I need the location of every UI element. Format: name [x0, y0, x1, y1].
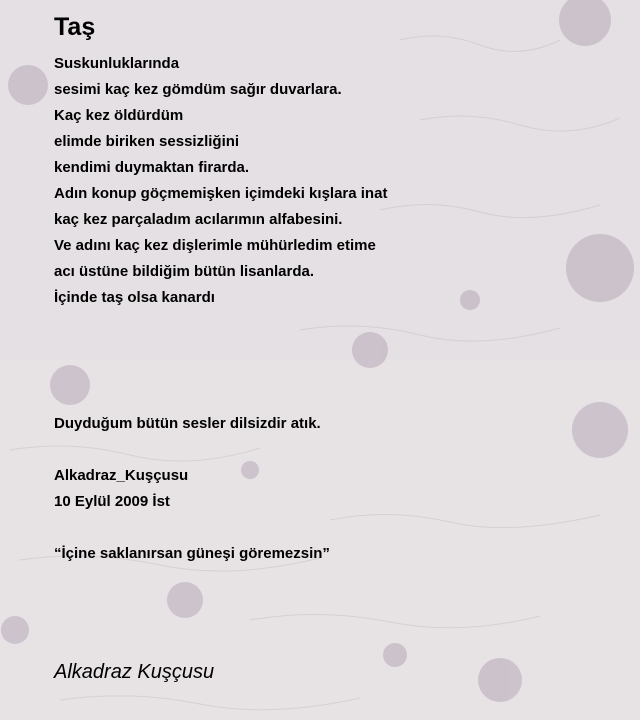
author-signature: Alkadraz Kuşçusu — [54, 661, 215, 683]
poem-title: Taş — [54, 13, 96, 41]
poem-line: 10 Eylül 2009 İst — [54, 493, 170, 510]
poem-line: kendimi duymaktan firarda. — [54, 159, 250, 176]
stanza-3 — [54, 463, 188, 515]
poem-line: elimde biriken sessizliğini — [54, 133, 240, 150]
poem-line: sesimi kaç kez gömdüm sağır duvarlara. — [54, 81, 342, 98]
poem-line: kaç kez parçaladım acılarımın alfabesini. — [54, 211, 343, 228]
stanza-1 — [54, 51, 387, 311]
poem-line: Alkadraz_Kuşçusu — [54, 467, 189, 484]
poem-line: İçinde taş olsa kanardı — [54, 289, 215, 306]
stanza-2 — [54, 411, 321, 437]
poem-line: Duyduğum bütün sesler dilsizdir atık. — [54, 415, 321, 432]
stanza-4 — [54, 541, 330, 567]
poem-line: acı üstüne bildiğim bütün lisanlarda. — [54, 263, 315, 280]
poem-line: Kaç kez öldürdüm — [54, 107, 184, 124]
poem-line: “İçine saklanırsan güneşi göremezsin” — [54, 545, 330, 562]
poem-line: Ve adını kaç kez dişlerimle mühürledim etime — [54, 237, 376, 254]
poem-line: Suskunluklarında — [54, 55, 180, 72]
poem-line: Adın konup göçmemişken içimdeki kışlara inat — [54, 185, 388, 202]
